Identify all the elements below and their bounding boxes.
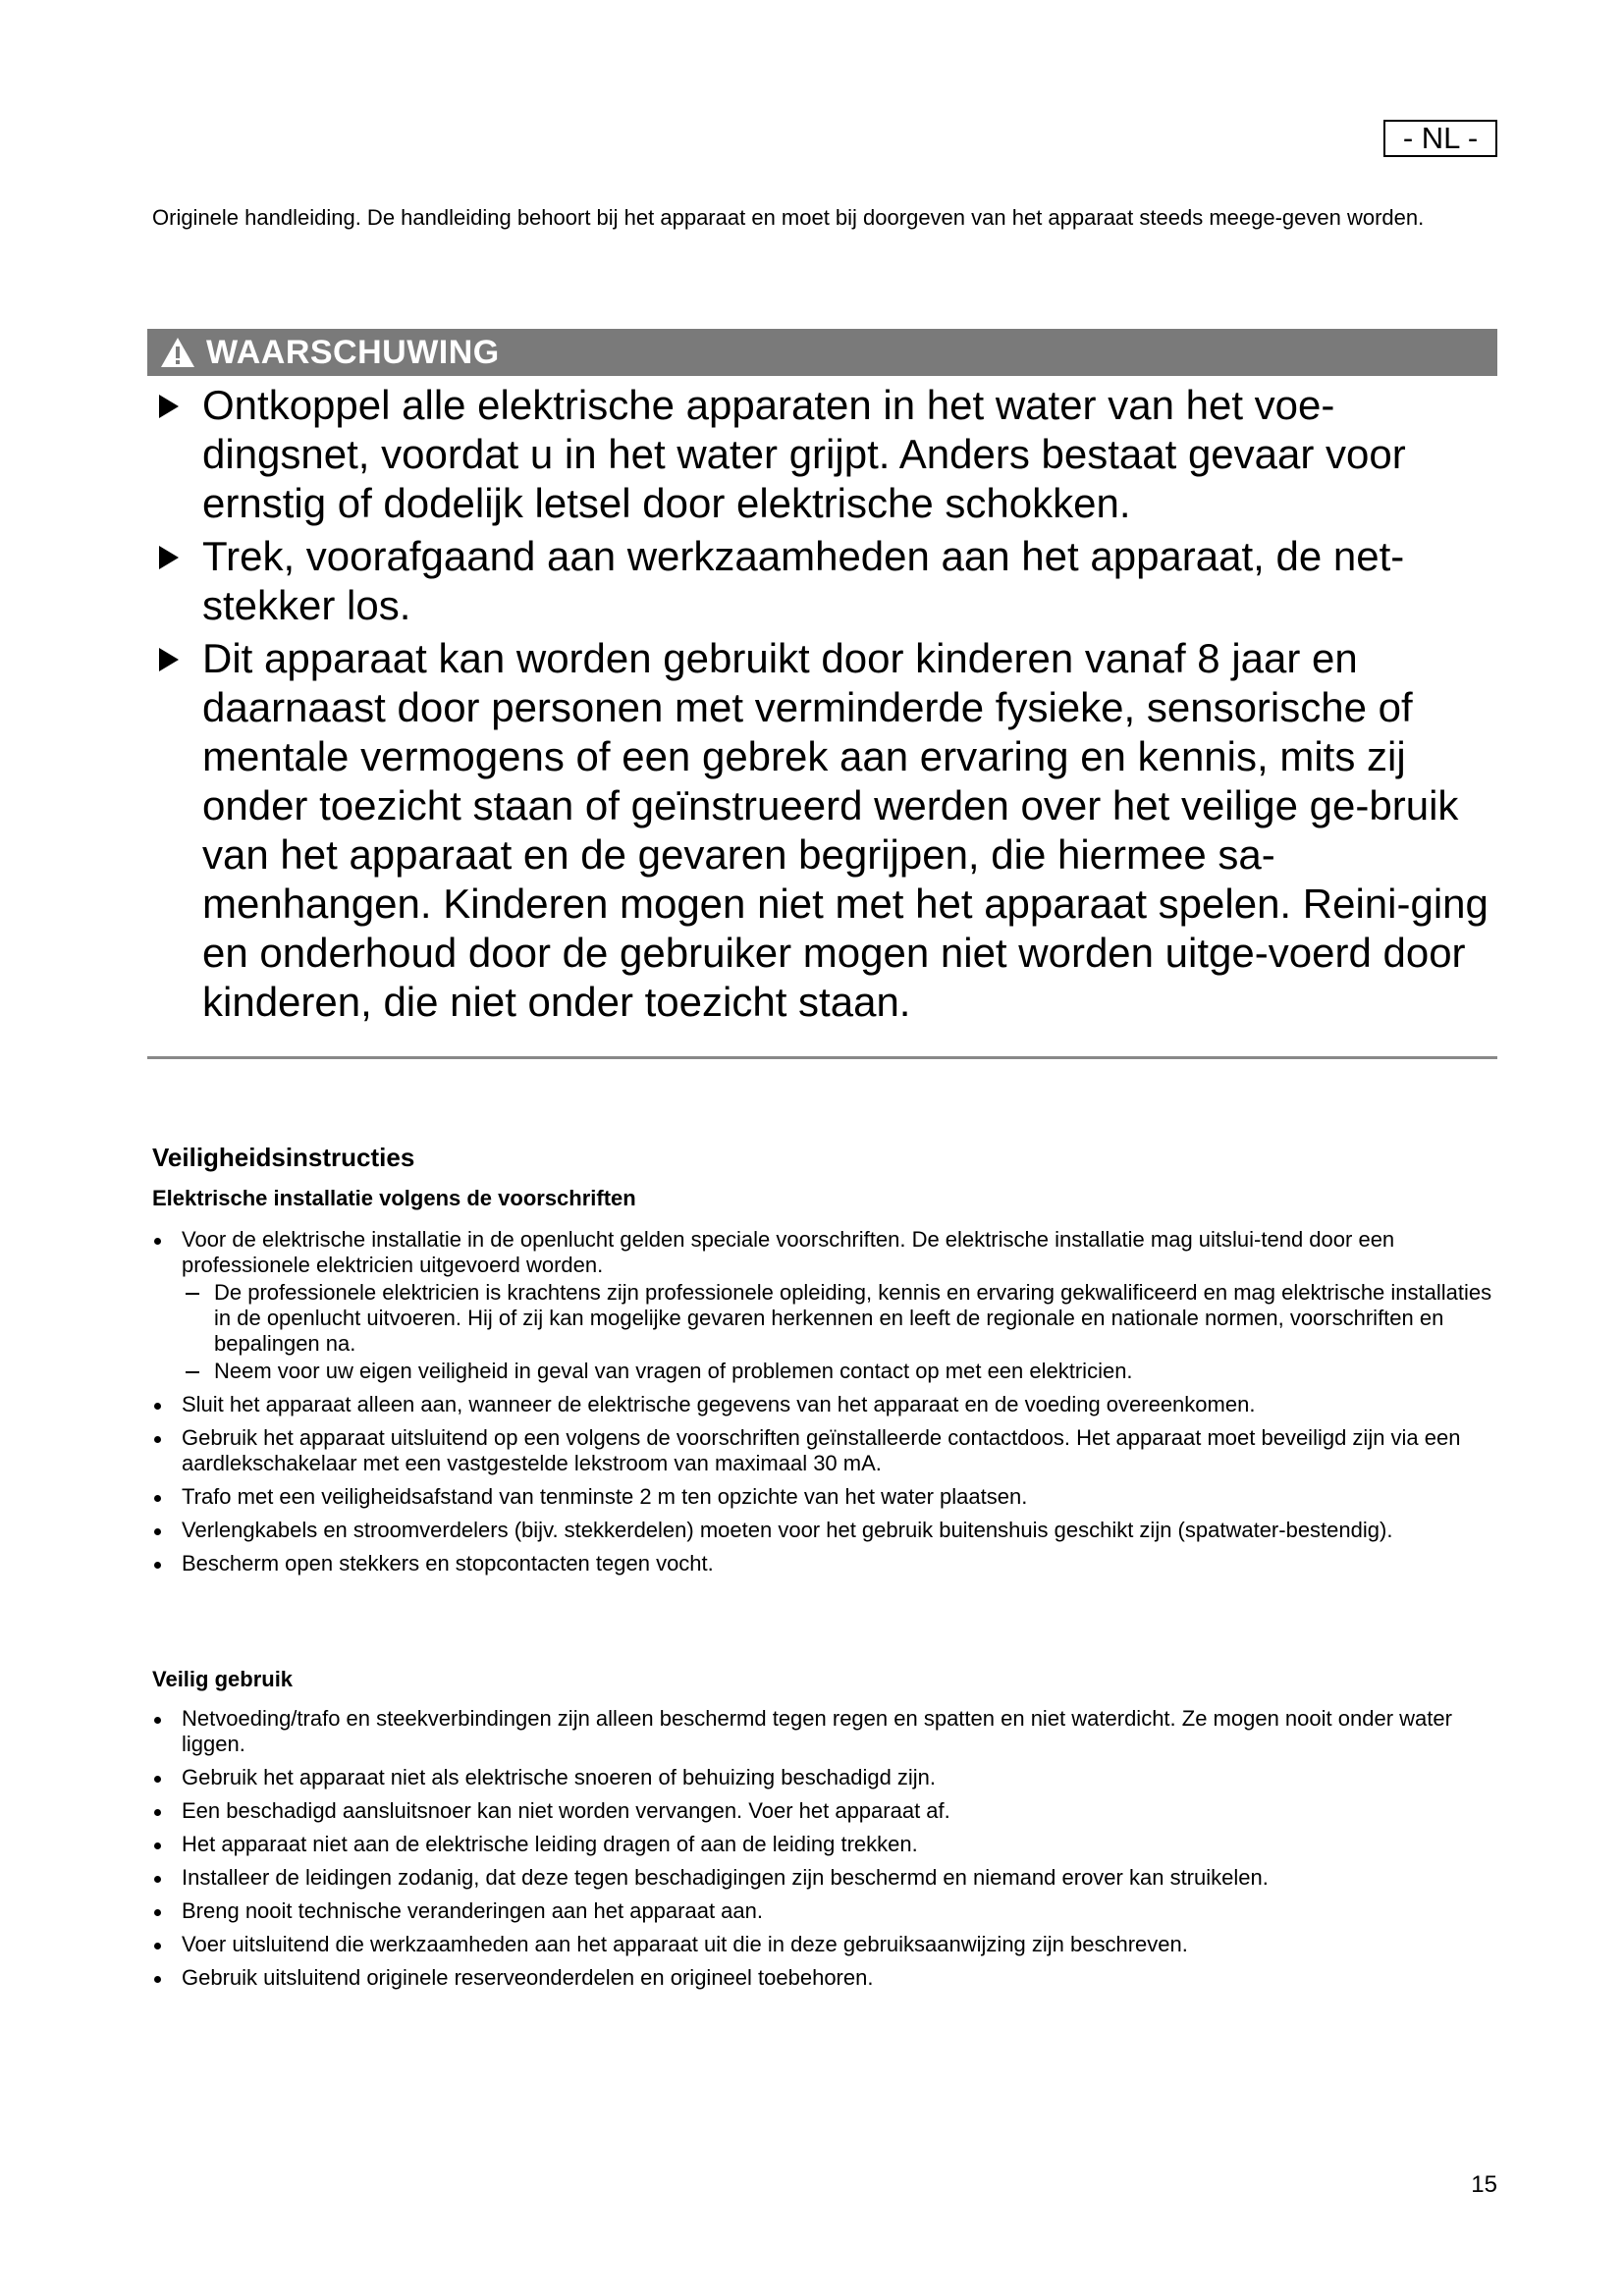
warning-list <box>147 381 1497 1031</box>
bullet-icon <box>154 1943 161 1949</box>
warning-triangle-icon <box>159 336 196 369</box>
list-item <box>152 1798 1497 1824</box>
warning-item <box>147 634 1497 1027</box>
dash-icon <box>186 1371 199 1373</box>
page-number: 15 <box>1471 2171 1497 2198</box>
sub-list-item-text: Neem voor uw eigen veiligheid in geval van vragen of problemen contact op met een elektricien. <box>214 1359 1133 1383</box>
list-item-text: Voor de elektrische installatie in de openlucht gelden speciale voorschriften. De elektrische installatie mag uitslui-tend door een professionele elektricien uitgevoerd worden. <box>182 1227 1395 1277</box>
bullet-icon <box>154 1876 161 1883</box>
list-item <box>152 1898 1497 1924</box>
list-item-text: Installeer de leidingen zodanig, dat deze tegen beschadigingen zijn beschermd en niemand erover kan struikelen. <box>182 1865 1269 1890</box>
list-item-text: Netvoeding/trafo en steekverbindingen zijn alleen beschermd tegen regen en spatten en niet waterdicht. Ze mogen nooit onder water liggen. <box>182 1706 1452 1756</box>
warning-item-text: Dit apparaat kan worden gebruikt door kinderen vanaf 8 jaar en daarnaast door personen met verminderde fysieke, sensorische of mentale vermogens of een gebrek aan ervaring en kennis, mits zij onder toezicht staan of geïnstrueerd werden over het veilige ge-bruik van het apparaat en de gevaren begrijpen, die hiermee sa-menhangen. Kinderen mogen niet met het apparaat spelen. Reini-ging en onderhoud door de gebruiker mogen niet worden uitge-voerd door kinderen, die niet onder toezicht staan. <box>202 635 1489 1025</box>
arrow-right-icon <box>159 648 179 671</box>
electrical-list <box>152 1227 1497 1584</box>
list-item-text: Gebruik uitsluitend originele reserveonderdelen en origineel toebehoren. <box>182 1965 874 1990</box>
list-item-text: Breng nooit technische veranderingen aan het apparaat aan. <box>182 1898 763 1923</box>
list-item-text: Bescherm open stekkers en stopcontacten tegen vocht. <box>182 1551 714 1575</box>
warning-item <box>147 381 1497 528</box>
sub-list-item-text: De professionele elektricien is krachtens zijn professionele opleiding, kennis en ervaring gekwalificeerd en mag elektrische installaties in de openlucht uitvoeren. Hij of zij kan mogelijke gevaren herkennen en leeft de regionale en nationale normen, voorschriften en bepalingen na. <box>214 1280 1492 1356</box>
sub-list-item <box>182 1280 1497 1357</box>
list-item-text: Sluit het apparaat alleen aan, wanneer de elektrische gegevens van het apparaat en de voeding overeenkomen. <box>182 1392 1256 1416</box>
list-item-text: Het apparaat niet aan de elektrische leiding dragen of aan de leiding trekken. <box>182 1832 918 1856</box>
list-item <box>152 1484 1497 1510</box>
electrical-title: Elektrische installatie volgens de voorschriften <box>152 1186 636 1210</box>
list-item <box>152 1551 1497 1576</box>
bullet-icon <box>154 1528 161 1535</box>
warning-header <box>147 329 1497 376</box>
list-item-text: Gebruik het apparaat uitsluitend op een volgens de voorschriften geïnstalleerde contactdoos. Het apparaat moet beveiligd zijn via een aardlekschakelaar met een vastgestelde lekstroom van maximaal 30 mA. <box>182 1425 1461 1475</box>
bullet-icon <box>154 1403 161 1410</box>
bullet-icon <box>154 1809 161 1816</box>
bullet-icon <box>154 1238 161 1245</box>
dash-icon <box>186 1293 199 1295</box>
list-item <box>152 1965 1497 1991</box>
bullet-icon <box>154 1776 161 1783</box>
arrow-right-icon <box>159 395 179 418</box>
bullet-icon <box>154 1495 161 1502</box>
list-item-text: Gebruik het apparaat niet als elektrische snoeren of behuizing beschadigd zijn. <box>182 1765 937 1789</box>
list-item <box>152 1932 1497 1957</box>
safety-title: Veiligheidsinstructies <box>152 1143 415 1172</box>
list-item <box>152 1425 1497 1476</box>
list-item-text: Voer uitsluitend die werkzaamheden aan het apparaat uit die in deze gebruiksaanwijzing zijn beschreven. <box>182 1932 1188 1956</box>
arrow-right-icon <box>159 546 179 569</box>
warning-item <box>147 532 1497 630</box>
list-item-text: Een beschadigd aansluitsnoer kan niet worden vervangen. Voer het apparaat af. <box>182 1798 950 1823</box>
list-item <box>152 1865 1497 1891</box>
warning-item-text: Ontkoppel alle elektrische apparaten in het water van het voe-dingsnet, voordat u in het water grijpt. Anders bestaat gevaar voor ernstig of dodelijk letsel door elektrische schokken. <box>202 382 1406 526</box>
bullet-icon <box>154 1909 161 1916</box>
list-item-text: Verlengkabels en stroomverdelers (bijv. stekkerdelen) moeten voor het gebruik buitenshuis geschikt zijn (spatwater-bestendig). <box>182 1518 1393 1542</box>
intro-text: Originele handleiding. De handleiding behoort bij het apparaat en moet bij doorgeven van het apparaat steeds meege-geven worden. <box>152 205 1425 230</box>
use-title: Veilig gebruik <box>152 1667 294 1691</box>
bullet-icon <box>154 1976 161 1983</box>
bullet-icon <box>154 1436 161 1443</box>
list-item <box>152 1227 1497 1384</box>
bullet-icon <box>154 1717 161 1724</box>
sub-list-item <box>182 1359 1497 1384</box>
warning-divider <box>147 1056 1497 1059</box>
list-item-text: Trafo met een veiligheidsafstand van tenminste 2 m ten opzichte van het water plaatsen. <box>182 1484 1028 1509</box>
bullet-icon <box>154 1562 161 1569</box>
warning-title: WAARSCHUWING <box>206 333 500 371</box>
sub-list <box>182 1280 1497 1384</box>
language-tag: - NL - <box>1383 120 1497 157</box>
use-list <box>152 1706 1497 1999</box>
bullet-icon <box>154 1842 161 1849</box>
list-item <box>152 1832 1497 1857</box>
list-item <box>152 1518 1497 1543</box>
warning-item-text: Trek, voorafgaand aan werkzaamheden aan het apparaat, de net-stekker los. <box>202 533 1405 628</box>
list-item <box>152 1706 1497 1757</box>
list-item <box>152 1765 1497 1790</box>
list-item <box>152 1392 1497 1417</box>
